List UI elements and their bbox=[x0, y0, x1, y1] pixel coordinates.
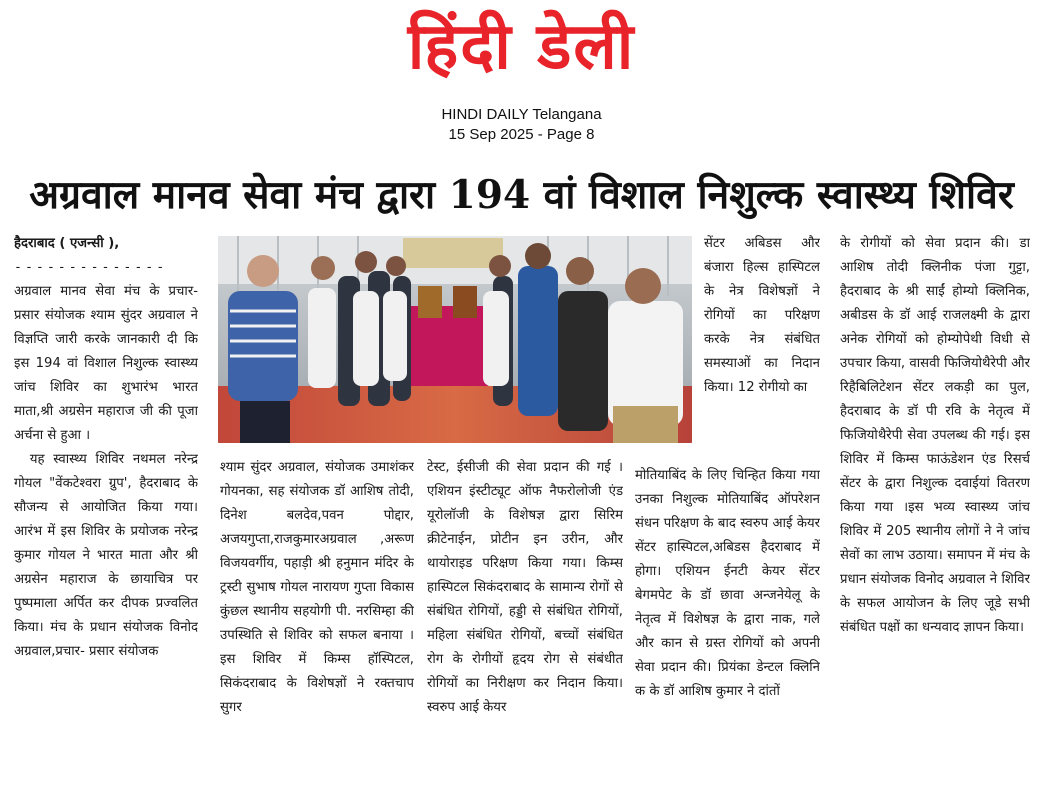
article-paragraph: टेस्ट, ईसीजी की सेवा प्रदान की गई ।एशियन इंस्टीट्यूट ऑफ नैफरोलोजी एंड यूरोलॉजी के विशेषज्ञ द्वारा सिरिम क्रीटेनाईन, प्रोटीन इन उरीन, और थायोराइड परिक्षण किया गया। किम्स हास्पिटल सिकंदराबाद के सामान्य रोगों से संबंधित रोगियों, हड्डी से संबंधित रोगियों, महिला संबंधित रोगियों, बच्चों संबंधित रोग के रोगीयों हृदय रोग से संबंधीत रोगियों का निरीक्षण कर निदान किया। स्वरुप आई केयर bbox=[427, 460, 623, 715]
article-column-1 bbox=[14, 232, 198, 790]
article-headline: अग्रवाल मानव सेवा मंच द्वारा 194 वां विशाल निशुल्क स्वास्थ्य शिविर bbox=[29, 172, 1014, 218]
article-column-4-top bbox=[704, 232, 820, 464]
article-column-3 bbox=[427, 456, 623, 790]
masthead-logo: हिंदी डेली bbox=[407, 10, 636, 84]
article-paragraph: सेंटर अबिडस और बंजारा हिल्स हास्पिटल के नेत्र विशेषज्ञों ने रोगियों का परिक्षण करके नेत्र संबंधित समस्याओं का निदान किया। 12 रोगीयो का bbox=[704, 236, 820, 395]
article-paragraph: के रोगीयों को सेवा प्रदान की। डा आशिष तोदी क्लिनीक पंजा गुट्टा, हैदराबाद के श्री साईं होम्यो क्लिनिक, अबीडस के डॉ आई राजलक्ष्मी के द्वारा अनेक रोगियों को होम्योपेथी विधी से उपचार किया, वासवी फिजियोथैरेपी और रिहैबिलिटेशन सेंटर लकड़ी का पुल, हैदराबाद के डॉ पी रवि के नेतृत्व में फिजियोथैरेपी सेवा उपलब्ध की गई। इस शिविर में किम्स फाऊंडेशन एंड रिसर्च सेंटर के द्वारा निशुल्क दवाईयां वितरण किया गया ।इस भव्य स्वास्थ्य जांच शिविर में 205 स्थानीय लोगों ने ने जांच सेवों का लाभ उठाया। समापन में मंच के प्रधान संयोजक विनोद अग्रवाल ने शिविर के सफल आयोजन के लिए जूडे सभी संबंधित पक्षों का धन्यवाद ज्ञापन किया। bbox=[840, 236, 1030, 635]
article-paragraph: मोतियाबिंद के लिए चिन्हित किया गया उनका निशुल्क मोतियाबिंद ऑपरेशन संधन परिक्षण के बाद स्वरुप आई केयर सेंटर हास्पिटल,अबिडस हैदराबाद में होगा। एशियन ईनटी केयर सेंटर बेगमपेट के डॉ छावा अन्जनेयेलू के नेतृत्व में विशेषज्ञ के द्वारा नाक, गले और कान से ग्रस्त रोगियों को अपनी सेवा प्रदान की। प्रियंका डेन्टल क्लिनि क के डॉ आशिष कुमार ने दांतों bbox=[635, 468, 820, 699]
article-column-5 bbox=[840, 232, 1030, 790]
article-dateline: हैदराबाद ( एजन्सी ), bbox=[14, 236, 120, 251]
article-column-2 bbox=[220, 456, 414, 790]
article-paragraph: अग्रवाल मानव सेवा मंच के प्रचार-प्रसार संयोजक श्याम सुंदर अग्रवाल ने विज्ञप्ति जारी करके जानकारी दी कि इस 194 वां विशाल निशुल्क स्वास्थ्य जांच शिविर का शुभारंभ भारत माता,श्री अग्रसेन महाराज जी की पूजा अर्चना से हुआ । bbox=[14, 284, 198, 443]
dateline-separator: -------------- bbox=[14, 260, 168, 275]
article-column-4-bottom bbox=[635, 464, 820, 790]
article-paragraph: यह स्वास्थ्य शिविर नथमल नरेन्द्र गोयल "वेंकटेश्वरा ग्रुप', हैदराबाद के सौजन्य से आयोजित किया गया। आरंभ में इस शिविर के प्रयोजक नरेन्द्र कुमार गोयल ने भारत माता और श्री अग्रसेन महाराज के छायाचित्र पर पुष्पमाला अर्पित कर दीपक प्रज्वलित किया। मंच के प्रधान संयोजक विनोद अग्रवाल,प्रचार- प्रसार संयोजक bbox=[14, 452, 198, 659]
article-photo bbox=[218, 236, 692, 443]
edition-date-page: 15 Sep 2025 - Page 8 bbox=[448, 126, 595, 143]
edition-name: HINDI DAILY Telangana bbox=[441, 106, 602, 123]
article-paragraph: श्याम सुंदर अग्रवाल, संयोजक उमाशंकर गोयनका, सह संयोजक डॉ आशिष तोदी, दिनेश बलदेव,पवन पोद्दार, अजयगुप्ता,राजकुमारअग्रवाल ,अरूण विजयवर्गीय, पहाड़ी श्री हनुमान मंदिर के ट्रस्टी सुभाष गोयल नारायण गुप्ता विकास कुंछल स्थानीय सहयोगी पी. नरसिम्हा की उपस्थिति से शिविर को सफल बनाया । इस शिविर में किम्स हॉस्पिटल, सिकंदराबाद के विशेषज्ञों ने रक्तचाप सुगर bbox=[220, 460, 414, 715]
